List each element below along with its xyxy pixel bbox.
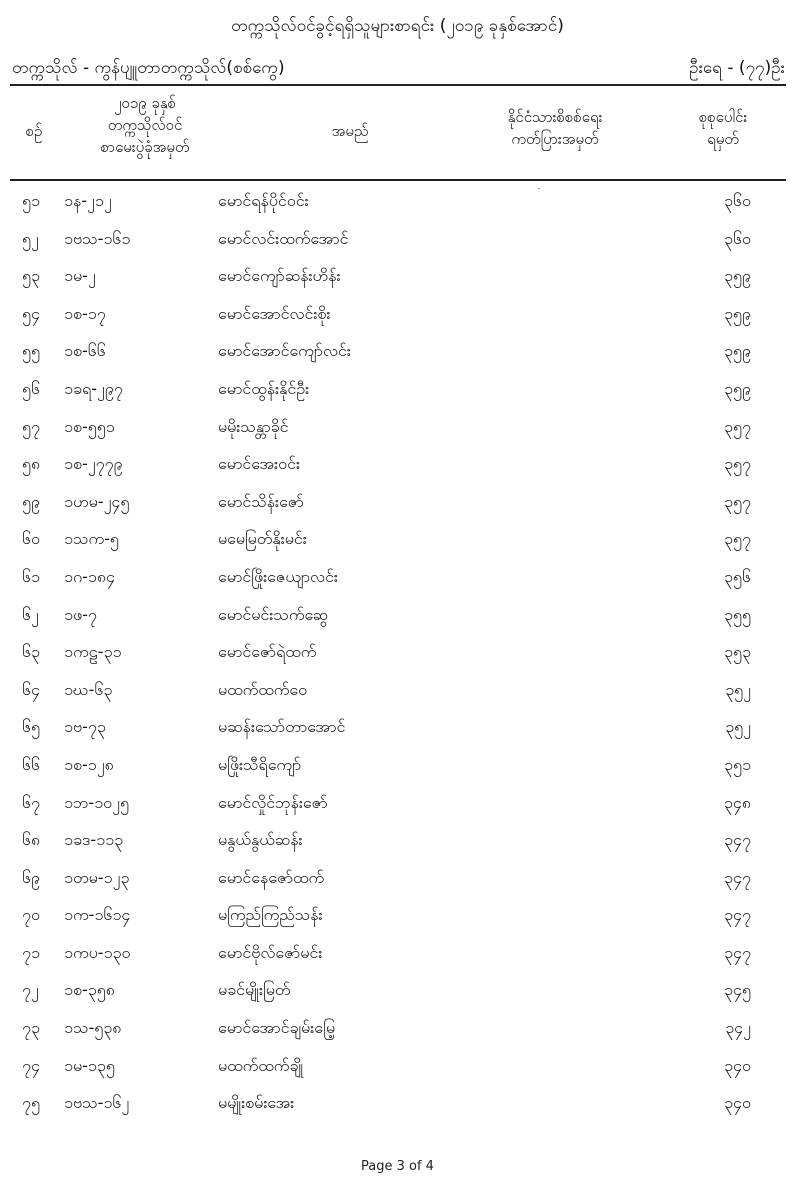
page-number: Page 3 of 4 <box>361 1159 434 1174</box>
table-row <box>0 224 795 262</box>
row-number: ၅၅ <box>22 341 40 361</box>
table-row <box>0 675 795 713</box>
column-header-roll <box>60 92 230 158</box>
student-name: မနွယ်နွယ်ဆန်း <box>218 830 303 850</box>
student-name: မခင်မျိုးမြတ် <box>218 980 291 1000</box>
row-number: ၆၇ <box>22 792 40 812</box>
table-row <box>0 938 795 976</box>
table-row <box>0 712 795 750</box>
roll-number: ၁သက-၅ <box>64 529 119 549</box>
header-nrc-line2: ကတ်ပြားအမှတ် <box>511 130 599 148</box>
total-marks: ၃၄၈ <box>723 792 751 812</box>
roll-number: ၁ဗသ-၁၆၁ <box>64 228 131 248</box>
student-name: မထက်ထက်ဝေ <box>218 679 308 699</box>
student-name: မောင်မင်းသက်ဆွေ <box>218 604 329 624</box>
total-marks: ၃၅၇ <box>724 416 751 436</box>
column-header-marks <box>668 106 778 150</box>
total-marks: ၃၆၀ <box>724 228 751 248</box>
column-header-name <box>260 120 440 142</box>
table-row <box>0 1088 795 1126</box>
table-row <box>0 1051 795 1089</box>
roll-number: ၁စ-၂၇၇၉ <box>64 454 123 474</box>
roll-number: ၁ကပ-၁၃၀ <box>64 942 131 962</box>
header-bottom-rule <box>10 179 786 181</box>
row-number: ၅၇ <box>22 416 40 436</box>
student-name: မကြည်ကြည်သန်း <box>218 905 323 925</box>
header-top-rule <box>10 84 786 86</box>
header-marks-line1: စုစုပေါင်း <box>698 108 748 126</box>
roll-number: ၁ဃ-၆၃ <box>64 679 113 699</box>
total-marks: ၃၄၇ <box>724 905 751 925</box>
roll-number: ၁သ-၅၃၈ <box>64 1018 122 1038</box>
student-name: မောင်အောင်ကျော်လင်း <box>218 341 351 361</box>
total-marks: ၃၅၁ <box>724 754 751 774</box>
header-no-text: စဉ် <box>25 122 43 140</box>
table-row <box>0 975 795 1013</box>
roll-number: ၁စ-၃၅၈ <box>64 980 115 1000</box>
table-row <box>0 412 795 450</box>
table-row <box>0 750 795 788</box>
student-name: မောင်ဇော်ရဲထက် <box>218 642 317 662</box>
roll-number: ၁ခရ-၂၉၇ <box>64 378 123 398</box>
student-name: မောင်လှိုင်ဘုန်းဇော် <box>218 792 328 812</box>
header-name-text: အမည် <box>331 122 369 140</box>
row-number: ၅၁ <box>22 191 40 210</box>
roll-number: ၁ဟမ-၂၄၅ <box>64 491 130 511</box>
column-header-no <box>14 120 54 142</box>
total-marks: ၃၄၇ <box>724 830 751 850</box>
roll-number: ၁မ-၂ <box>64 266 96 286</box>
table-row <box>0 825 795 863</box>
table-row <box>0 487 795 525</box>
row-number: ၅၃ <box>22 266 40 286</box>
student-name: မောင်အောင်လင်းစိုး <box>218 303 331 323</box>
row-number: ၅၉ <box>22 491 40 511</box>
total-marks: ၃၅၂ <box>725 679 751 699</box>
total-marks: ၃၅၇ <box>724 491 751 511</box>
student-name: မဖြိုးသီရိကျော် <box>218 754 302 774</box>
table-row <box>0 336 795 374</box>
table-row <box>0 449 795 487</box>
header-nrc-line1: နိုင်ငံသားစိစစ်ရေး <box>507 108 603 126</box>
row-number: ၅၈ <box>22 454 41 474</box>
total-marks: ၃၅၉ <box>724 341 751 361</box>
total-marks: ၃၅၉ <box>724 378 751 398</box>
total-marks: ၃၅၆ <box>724 566 751 586</box>
roll-number: ၁န-၂၁၂ <box>64 191 112 210</box>
table-row <box>0 524 795 562</box>
table-row <box>0 261 795 299</box>
roll-number: ၁မ-၁၃၅ <box>64 1055 115 1075</box>
total-marks: ၃၅၅ <box>724 604 751 624</box>
student-name: မဆန်းသော်တာအောင် <box>218 717 346 737</box>
results-table-body <box>0 186 795 1126</box>
roll-number: ၁က-၁၆၁၄ <box>64 905 131 925</box>
student-name: မောင်အောင်ချမ်းမြေ့ <box>218 1018 336 1038</box>
row-number: ၆၈ <box>22 830 41 850</box>
roll-number: ၁ဂ-၁၈၄ <box>64 566 116 586</box>
total-marks: ၃၄၂ <box>725 1018 751 1038</box>
student-name: မောင်ဗိုလ်ဇော်မင်း <box>218 942 323 962</box>
roll-number: ၁စ-၅၅၁ <box>64 416 115 436</box>
university-name: တက္ကသိုလ် - ကွန်ပျူတာတက္ကသိုလ်(စစ်ကွေ) <box>12 58 285 78</box>
total-marks: ၃၄၇ <box>724 867 751 887</box>
roll-number: ၁စ-၁၇ <box>64 303 106 323</box>
roll-number: ၁ဗသ-၁၆၂ <box>64 1093 130 1113</box>
table-row <box>0 788 795 826</box>
row-number: ၅၆ <box>22 378 40 398</box>
student-name: မထက်ထက်ချို <box>218 1055 304 1075</box>
total-marks: ၃၄၇ <box>724 942 751 962</box>
row-number: ၆၃ <box>22 642 40 662</box>
student-name: မောင်ထွန်းနိုင်ဦး <box>218 378 310 398</box>
table-row <box>0 637 795 675</box>
roll-number: ၁ကဠ-၃၁ <box>64 642 122 662</box>
roll-number: ၁စ-၆၆ <box>64 341 106 361</box>
total-marks: ၃၅၇ <box>724 454 751 474</box>
student-name: မောင်ကျော်ဆန်းဟိန်း <box>218 266 341 286</box>
table-row <box>0 863 795 901</box>
row-number: ၇၁ <box>22 942 40 962</box>
row-number: ၇၂ <box>22 980 39 1000</box>
student-name: မောင်ဖြိုးဇေယျာလင်း <box>218 566 338 586</box>
student-name: မမိုးသန္တာခိုင် <box>218 416 289 436</box>
table-row <box>0 374 795 412</box>
table-row <box>0 1013 795 1051</box>
document-title: တက္ကသိုလ်ဝင်ခွင့်ရရှိသူများစာရင်း (၂၀၁၉ ခုနှစ်အောင်) <box>231 16 564 36</box>
roll-number: ၁တမ-၁၂၃ <box>64 867 130 887</box>
row-number: ၇၅ <box>22 1093 40 1113</box>
roll-number: ၁ဗ-၇၃ <box>64 717 106 737</box>
roll-number: ၁ဖ-၇ <box>64 604 97 624</box>
total-marks: ၃၅၃ <box>724 642 751 662</box>
row-number: ၆၀ <box>22 529 40 549</box>
row-number: ၆၁ <box>22 566 40 586</box>
row-number: ၇၀ <box>22 905 40 925</box>
column-header-nrc <box>450 106 660 150</box>
student-name: မောင်အေးဝင်း <box>218 454 301 474</box>
row-number: ၆၂ <box>22 604 39 624</box>
table-row <box>0 900 795 938</box>
table-row <box>0 299 795 337</box>
total-marks: ၃၄၀ <box>724 1055 751 1075</box>
roll-number: ၁စ-၁၂၈ <box>64 754 114 774</box>
total-marks: ၃၅၂ <box>725 717 751 737</box>
row-number: ၆၉ <box>22 867 40 887</box>
row-number: ၅၄ <box>22 303 40 323</box>
student-name: မောင်လင်းထက်အောင် <box>218 228 349 248</box>
table-row <box>0 186 795 224</box>
total-marks: ၃၄၀ <box>724 1093 751 1113</box>
roll-number: ၁ဘ-၁၀၂၅ <box>64 792 130 812</box>
row-number: ၅၂ <box>22 228 39 248</box>
header-roll-line1: ၂၀၁၉ ခုနှစ် <box>113 94 177 112</box>
header-roll-line3: စာမေးပွဲခုံအမှတ် <box>100 138 190 156</box>
total-marks: ၃၅၉ <box>724 266 751 286</box>
total-marks: ၃၄၅ <box>724 980 751 1000</box>
student-name: မောင်ရန်ပိုင်ဝင်း <box>218 191 309 210</box>
table-row <box>0 562 795 600</box>
row-number: ၆၅ <box>22 717 40 737</box>
row-number: ၇၄ <box>22 1055 40 1075</box>
total-marks: ၃၅၉ <box>724 303 751 323</box>
student-name: မောင်သိန်းဇော် <box>218 491 304 511</box>
row-number: ၆၆ <box>22 754 40 774</box>
header-roll-line2: တက္ကသိုလ်ဝင် <box>107 116 183 134</box>
row-number: ၆၄ <box>22 679 40 699</box>
total-marks: ၃၅၇ <box>724 529 751 549</box>
header-marks-line2: ရမှတ် <box>707 130 739 148</box>
row-number: ၇၃ <box>22 1018 40 1038</box>
quota-count: ဦးရေ - (၇၇)ဦး <box>689 58 785 78</box>
student-name: မောင်နေဇော်ထက် <box>218 867 325 887</box>
student-name: မမျိုးစမ်းအေး <box>218 1093 295 1113</box>
total-marks: ၃၆၀ <box>724 191 751 210</box>
roll-number: ၁ခဒ-၁၁၃ <box>64 830 124 850</box>
student-name: မမေမြတ်နိုးမင်း <box>218 529 307 549</box>
table-row <box>0 600 795 638</box>
